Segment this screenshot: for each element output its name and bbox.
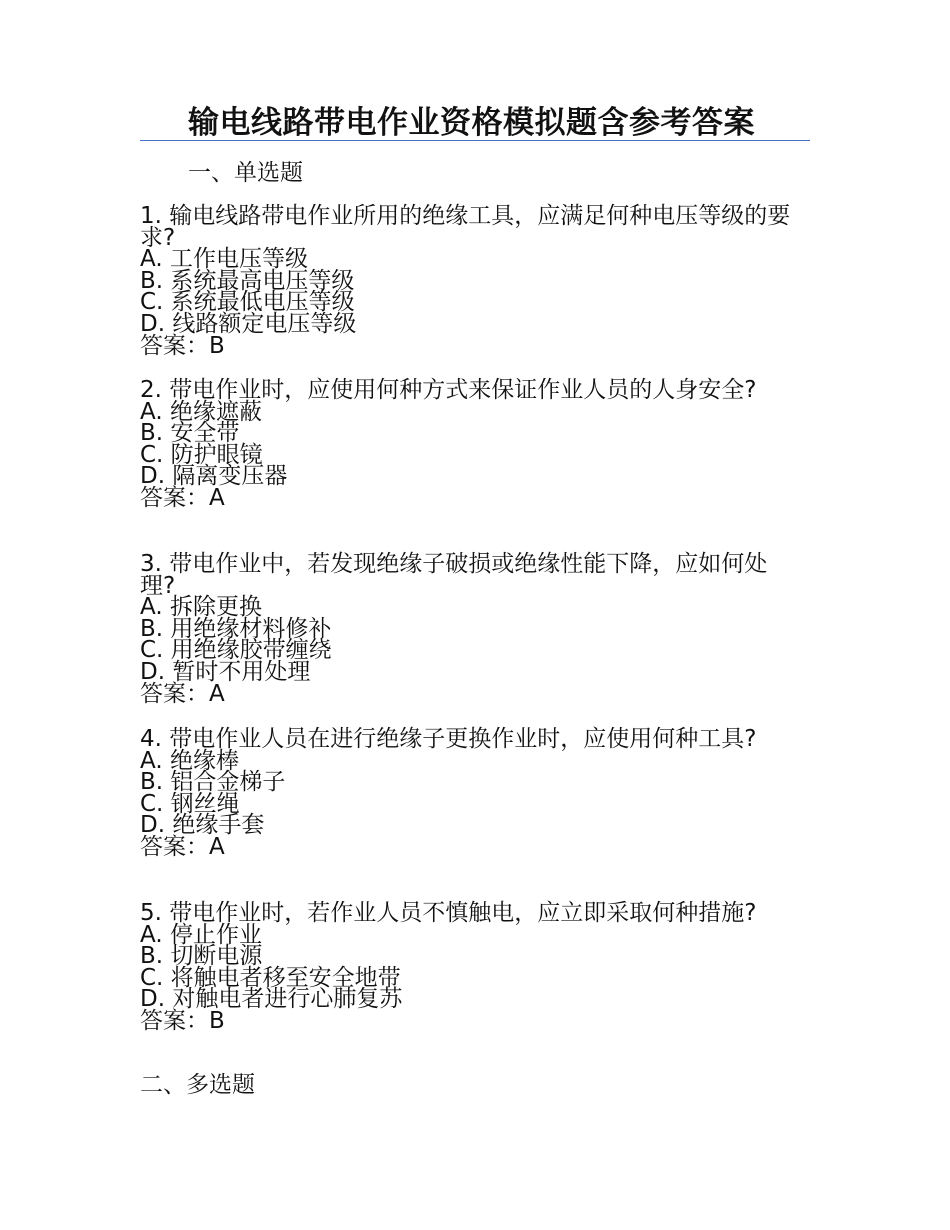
question-stem: 4. 带电作业人员在进行绝缘子更换作业时，应使用何种工具? — [140, 726, 757, 752]
question-item — [140, 551, 800, 707]
question-item — [140, 203, 800, 359]
option-b: B. 用绝缘材料修补 — [140, 615, 332, 642]
option-a: A. 工作电压等级 — [140, 246, 308, 273]
option-b: B. 安全带 — [140, 420, 240, 447]
option-c: C. 将触电者移至安全地带 — [140, 964, 401, 991]
option-a: A. 停止作业 — [140, 921, 262, 948]
section-heading-multiple-choice: 二、多选题 — [140, 1072, 255, 1098]
question-stem: 2. 带电作业时，应使用何种方式来保证作业人员的人身安全? — [140, 377, 757, 403]
answer-line: 答案：A — [140, 484, 225, 511]
title-underline — [140, 140, 810, 141]
option-d: D. 暂时不用处理 — [140, 658, 311, 685]
document-title: 输电线路带电作业资格模拟题含参考答案 — [188, 105, 755, 141]
section-heading-single-choice: 一、单选题 — [188, 160, 303, 186]
answer-line: 答案：A — [140, 833, 225, 860]
option-d: D. 绝缘手套 — [140, 812, 265, 839]
answer-line: 答案：B — [140, 1007, 225, 1034]
question-stem: 5. 带电作业时，若作业人员不慎触电，应立即采取何种措施? — [140, 900, 757, 926]
question-item — [140, 726, 800, 860]
option-d: D. 线路额定电压等级 — [140, 310, 357, 337]
answer-line: 答案：B — [140, 332, 225, 359]
option-d: D. 隔离变压器 — [140, 463, 288, 490]
option-b: B. 铝合金梯子 — [140, 769, 286, 796]
question-item — [140, 900, 800, 1034]
question-stem: 1. 输电线路带电作业所用的绝缘工具，应满足何种电压等级的要求? — [140, 203, 791, 251]
option-a: A. 绝缘遮蔽 — [140, 398, 262, 425]
option-a: A. 绝缘棒 — [140, 747, 239, 774]
option-c: C. 用绝缘胶带缠绕 — [140, 637, 332, 664]
answer-line: 答案：A — [140, 680, 225, 707]
option-c: C. 系统最低电压等级 — [140, 289, 355, 316]
question-stem: 3. 带电作业中，若发现绝缘子破损或绝缘性能下降，应如何处理? — [140, 551, 768, 599]
question-item — [140, 377, 800, 511]
option-b: B. 系统最高电压等级 — [140, 267, 355, 294]
option-c: C. 防护眼镜 — [140, 441, 263, 468]
option-a: A. 拆除更换 — [140, 594, 262, 621]
option-d: D. 对触电者进行心肺复苏 — [140, 986, 403, 1013]
option-b: B. 切断电源 — [140, 943, 263, 970]
option-c: C. 钢丝绳 — [140, 790, 240, 817]
